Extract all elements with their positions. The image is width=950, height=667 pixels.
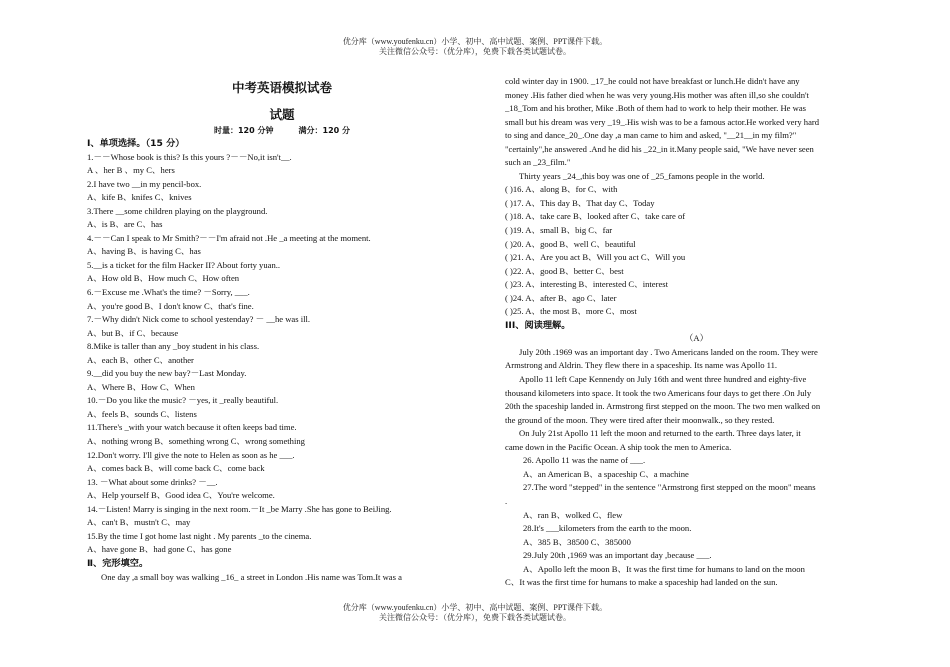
text-line: A、but B、if C、because (87, 327, 179, 338)
text-line: 7.－Why didn't Nick come to school yestenday? － __he was ill. (87, 314, 311, 325)
text-line: A、each B、other C、another (87, 354, 194, 365)
section-heading: ⅠⅠⅠ、阅读理解。 (505, 319, 571, 331)
text-line: 28.It's ___kilometers from the earth to the moon. (523, 523, 692, 534)
text-line: A、having B、is having C、has (87, 246, 201, 257)
text-line: A、have gone B、had gone C、has gone (87, 544, 232, 555)
header-line-1: 优分库（www.youfenku.cn）小学、初中、高中试题、案例、PPT课件下载。 (342, 37, 608, 46)
text-line: 11.There's _with your watch because it often keeps bad time. (87, 422, 297, 433)
text-line: 1.－－Whose book is this? Is this yours ?－－No,it isn't__. (87, 151, 292, 162)
text-line: ( )18. A、take care B、looked after C、take care of (505, 211, 686, 222)
text-line: A、Where B、How C、When (87, 381, 195, 392)
text-line: cold winter day in 1900. _17_he could not have breakfast or lunch.He didn't have any (505, 76, 800, 86)
score-label: 满分：120 分 (298, 126, 351, 135)
text-line: 6.－Excuse me .What's the time? －Sorry, ___. (87, 287, 250, 298)
text-line: ( )20. A、good B、well C、beautiful (505, 238, 636, 249)
text-line: 5.__is a ticket for the film Hacker II? About forty yuan.. (87, 259, 281, 270)
text-line: Thirty years _24_,this boy was one of _25_famons people in the world. (519, 170, 765, 181)
text-line: 13. －What about some drinks? －__. (87, 476, 218, 487)
text-line: ( )16. A、along B、for C、with (505, 184, 618, 195)
text-line: ( )22. A、good B、better C、best (505, 265, 624, 276)
text-line: A、can't B、mustn't C、may (87, 517, 191, 528)
section-heading: Ⅱ、完形填空。 (87, 557, 149, 569)
text-line: such an _23_film." (505, 157, 571, 168)
time-label: 时量：120 分钟 (213, 126, 274, 135)
left-text-body (87, 137, 477, 584)
text-line: A、you're good B、I don't know C、that's fine. (87, 300, 254, 311)
text-line: A、comes back B、will come back C、come back (87, 463, 265, 474)
left-column (87, 79, 477, 584)
text-line: "certainly",he answered .And he did his _22_in it.Many people said, "We have never seen (505, 143, 814, 154)
footer-line-1: 优分库（www.youfenku.cn）小学、初中、高中试题、案例、PPT课件下载。 (342, 603, 608, 612)
text-line: 29.July 20th ,1969 was an important day ,because ___. (523, 550, 712, 561)
text-line: A、feels B、sounds C、listens (87, 408, 197, 419)
text-line: On July 21st Apollo 11 left the moon and returned to the earth. Three days later, it (519, 428, 801, 439)
text-line: A、nothing wrong B、something wrong C、wrong something (87, 436, 305, 447)
text-line: C、It was the first time for humans to make a spaceship had landed on the sun. (505, 577, 778, 588)
text-line: ( )24. A、after B、ago C、later (505, 292, 617, 303)
right-column (505, 75, 888, 590)
text-line: 26. Apollo 11 was the name of ___. (523, 455, 646, 466)
text-line: 4.－－Can I speak to Mr Smith?－－I'm afraid not .He _a meeting at the moment. (87, 232, 371, 243)
text-line: ( )21. A、Are you act B、Will you act C、Will you (505, 252, 686, 263)
text-line: A、Apollo left the moon B、It was the first time for humans to land on the moon (523, 563, 805, 574)
text-line: A、How old B、How much C、How often (87, 273, 240, 284)
text-line: One day ,a small boy was walking _16_ a street in London .His name was Tom.It was a (101, 571, 402, 582)
page-header (0, 37, 950, 57)
right-text-body (505, 75, 888, 590)
text-line: 8.Mike is taller than any _boy student in his class. (87, 341, 260, 352)
text-line: 14.－Listen! Marry is singing in the next room.－It _be Marry .She has gone to BeiJing. (87, 503, 392, 514)
text-line: . (505, 495, 508, 506)
text-line: A、Help yourself B、Good idea C、You're welcome. (87, 490, 275, 501)
text-line: A、an American B、a spaceship C、a machine (523, 468, 689, 479)
text-line: A、is B、are C、has (87, 219, 163, 230)
header-line-2: 关注微信公众号：（优分库），免费下载各类试题试卷。 (379, 47, 571, 56)
text-line: small but his dream was very _19_.His wish was to be a famous actor.He worked very hard (505, 116, 820, 127)
text-line: 3.There __some children playing on the playground. (87, 205, 268, 216)
text-line: 2.I have two __in my pencil-box. (87, 178, 202, 189)
text-line: came down in the Pacific Ocean. A ship took the men to America. (505, 441, 732, 452)
text-line: 15.By the time I got home last night . My parents _to the cinema. (87, 530, 312, 541)
text-line: ( )17. A、This day B、That day C、Today (505, 197, 655, 208)
text-line: （A） (684, 333, 709, 344)
text-line: Armstrong and Aldrin. They flew there in a spaceship. Its name was Apollo 11. (505, 360, 778, 371)
exam-subtitle: 试题 (269, 107, 295, 122)
text-line: A、ran B、wolked C、flew (523, 509, 623, 520)
text-line: to sing and dance_20_.One day ,a man came to him and asked, "__21__in my film?" (505, 130, 797, 141)
text-line: 9.__did you buy the new bay?－Last Monday. (87, 368, 247, 379)
text-line: ( )25. A、the most B、more C、most (505, 306, 637, 317)
text-line: A、385 B、38500 C、385000 (523, 536, 631, 547)
text-line: A 、her B 、my C、hers (87, 165, 175, 176)
text-line: _18_Tom and his brother, Mike .Both of them had to work to help their mother. He was (505, 103, 806, 114)
text-line: 12.Don't worry. I'll give the note to Helen as soon as he ___. (87, 449, 295, 460)
footer-line-2: 关注微信公众号：（优分库），免费下载各类试题试卷。 (379, 613, 571, 622)
text-line: the ground of the moon. They were tired after their moonwalk., so they rested. (505, 414, 775, 425)
text-line: thousand kilometers into space. It took the two Americans four days to get there .On July (505, 387, 812, 398)
text-line: A、kife B、knifes C、knives (87, 192, 192, 203)
page-footer (0, 603, 950, 623)
exam-meta (87, 124, 477, 137)
text-line: money .His father died when he was very young.His mother was aften ill,so she couldn't (505, 89, 809, 100)
section-heading: Ⅰ、单项选择。（15 分） (87, 138, 185, 149)
text-line: ( )19. A、small B、big C、far (505, 225, 613, 236)
text-line: July 20th .1969 was an important day . Two Americans landed on the room. They were (519, 346, 818, 357)
text-line: ( )23. A、interesting B、interested C、interest (505, 279, 669, 290)
text-line: 27.The word "stepped" in the sentence "Armstrong first stepped on the moon" means (523, 482, 816, 493)
text-line: 10.－Do you like the music? －yes, it _really beautiful. (87, 395, 279, 406)
text-line: Apollo 11 left Cape Kennendy on July 16th and went three hundred and eighty-five (519, 374, 807, 385)
text-line: 20th the spaceship landed in. Armstrong first stepped on the moon. The two men walked on (505, 401, 821, 412)
exam-title: 中考英语模拟试卷 (231, 80, 332, 95)
